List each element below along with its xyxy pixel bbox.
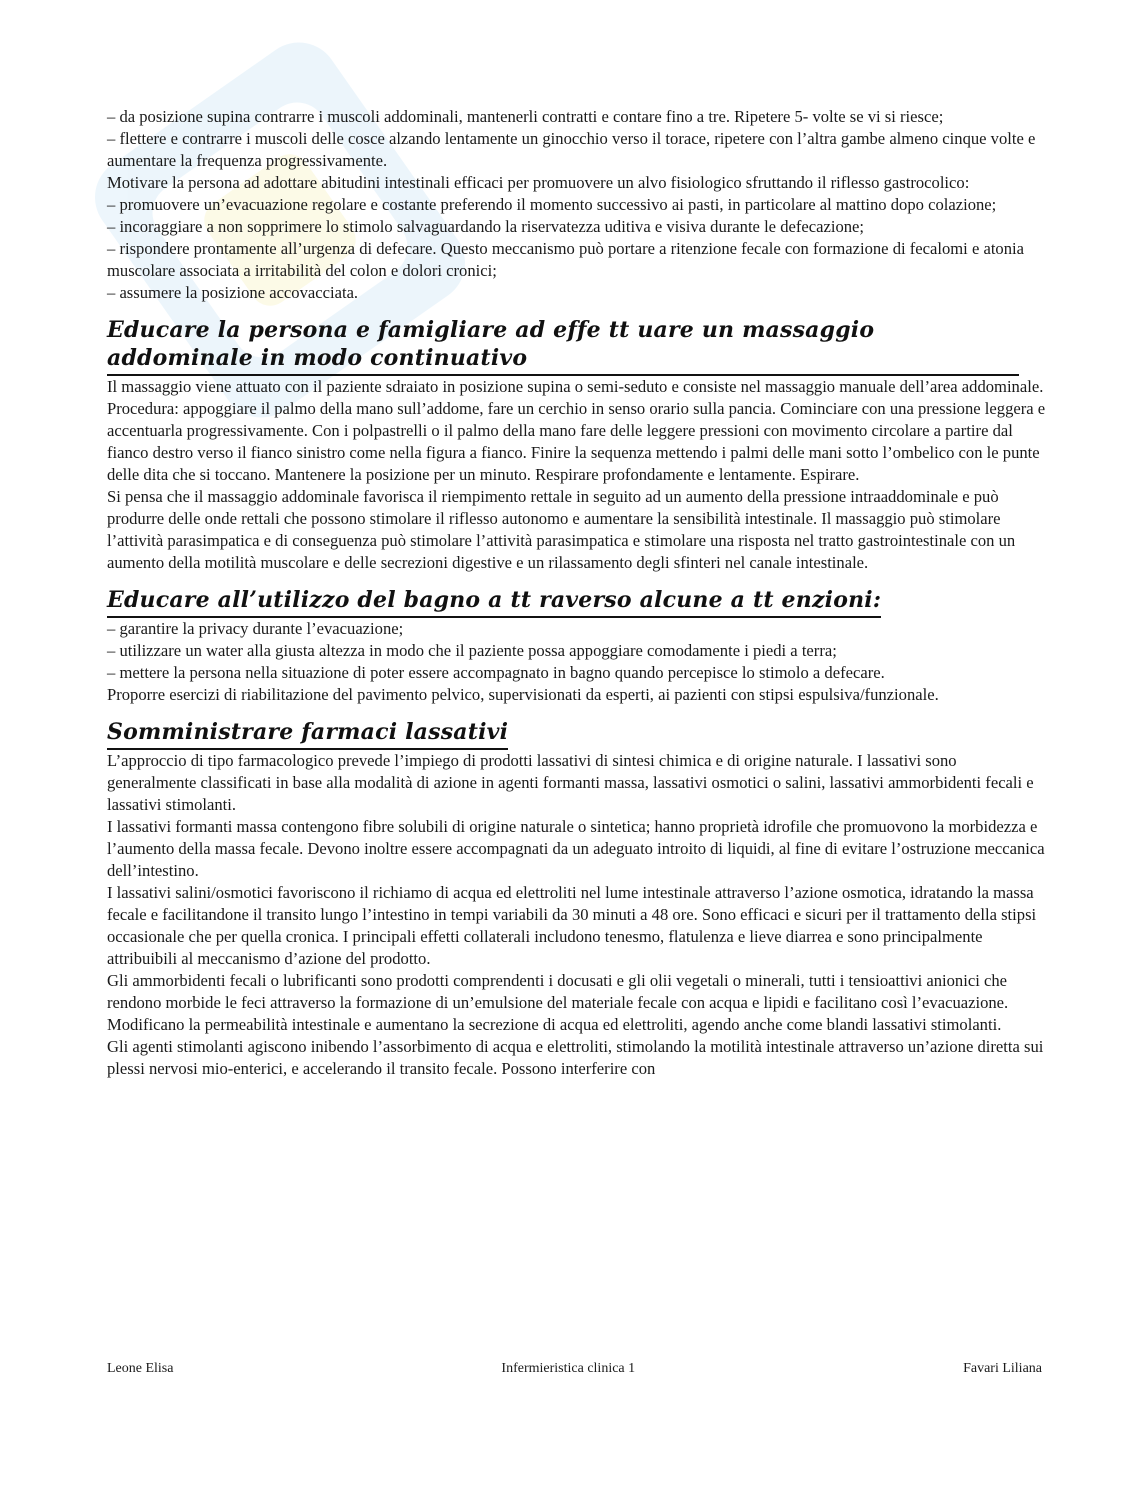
section-laxatives: [107, 706, 1047, 1080]
paragraph: Procedura: appoggiare il palmo della mano sull’addome, fare un cerchio in senso orario sulla pancia. Cominciare con una pressione leggera e accentuarla progressivamente. Con i polpastrelli o il palmo della mano fare delle leggere pressioni con movimento circolare a partire dal fianco destro verso il fianco sinistro come nella figura a fianco. Finire la sequenza mettendo i palmi delle mani sotto l’ombelico con le punte delle dita che si toccano. Mantenere la posizione per un minuto. Respirare profondamente e lentamente. Espirare.: [107, 399, 1046, 484]
intro-line: – flettere e contrarre i muscoli delle cosce alzando lentamente un ginocchio verso il torace, ripetere con l’altra gambe almeno cinque volte e aumentare la frequenza progressivamente.: [107, 129, 1036, 170]
intro-line: Motivare la persona ad adottare abitudini intestinali efficaci per promuovere un alvo fisiologico sfruttando il riflesso gastrocolico:: [107, 173, 970, 192]
section-heading: Educare la persona e famigliare ad effe tt uare un massaggio addominale in modo continuativo: [107, 316, 1019, 376]
intro-line: – rispondere prontamente all’urgenza di defecare. Questo meccanismo può portare a ritenzione fecale con formazione di fecalomi e atonia muscolare associata a irritabilità del colon e dolori cronici;: [107, 239, 1024, 280]
paragraph: Si pensa che il massaggio addominale favorisca il riempimento rettale in seguito ad un aumento della pressione intraaddominale e può produrre delle onde rettali che possono stimolare il riflesso autonomo e aumentare la sensibilità intestinale. Il massaggio può stimolare l’attività parasimpatica e di conseguenza può stimolare l’attività parasimpatica e stimolare una risposta nel tratto gastrointestinale con un aumento della motilità muscolare e delle secrezioni digestive e un rilassamento degli sfinteri nel canale intestinale.: [107, 487, 1016, 572]
section-heading: Somministrare farmaci lassativi: [107, 718, 508, 750]
intro-line: – promuovere un’evacuazione regolare e costante preferendo il momento successivo ai pasti, in particolare al mattino dopo colazione;: [107, 195, 997, 214]
section-heading: Educare all’utilizzo del bagno a tt raverso alcune a tt enzioni:: [107, 586, 881, 618]
paragraph: Gli agenti stimolanti agiscono inibendo l’assorbimento di acqua e elettroliti, stimolando la motilità intestinale attraverso un’azione diretta sui plessi nervosi mio-enterici, e accelerando il transito fecale. Possono interferire con: [107, 1037, 1044, 1078]
paragraph: L’approccio di tipo farmacologico prevede l’impiego di prodotti lassativi di sintesi chimica e di origine naturale. I lassativi sono generalmente classificati in base alla modalità di azione in agenti formanti massa, lassativi osmotici o salini, lassativi ammorbidenti fecali e lassativi stimolanti.: [107, 751, 1034, 814]
footer-author: Leone Elisa: [107, 1361, 174, 1376]
paragraph: I lassativi formanti massa contengono fibre solubili di origine naturale o sintetica; hanno proprietà idrofile che promuovono la morbidezza e l’aumento della massa fecale. Devono inoltre essere accompagnati da un adeguato introito di liquidi, al fine di evitare l’ostruzione meccanica dell’intestino.: [107, 817, 1045, 880]
paragraph: – utilizzare un water alla giusta altezza in modo che il paziente possa appoggiare comodamente i piedi a terra;: [107, 641, 837, 660]
footer-course: Infermieristica clinica 1: [501, 1361, 636, 1376]
section-bathroom: [107, 574, 1047, 706]
intro-line: – da posizione supina contrarre i muscoli addominali, mantenerli contratti e contare fino a tre. Ripetere 5- volte se vi si riesce;: [107, 107, 944, 126]
paragraph: – mettere la persona nella situazione di poter essere accompagnato in bagno quando percepisce lo stimolo a defecare.: [107, 663, 885, 682]
intro-block: [107, 106, 1047, 304]
intro-line: – assumere la posizione accovacciata.: [107, 283, 359, 302]
section-massage: [107, 304, 1047, 574]
paragraph: Il massaggio viene attuato con il paziente sdraiato in posizione supina o semi-seduto e consiste nel massaggio manuale dell’area addominale.: [107, 377, 1044, 396]
paragraph: Proporre esercizi di riabilitazione del pavimento pelvico, supervisionati da esperti, ai pazienti con stipsi espulsiva/funzionale.: [107, 685, 939, 704]
paragraph: I lassativi salini/osmotici favoriscono il richiamo di acqua ed elettroliti nel lume intestinale attraverso l’azione osmotica, idratando la massa fecale e facilitandone il transito lungo l’intestino in tempi variabili da 30 minuti a 48 ore. Sono efficaci e sicuri per il trattamento della stipsi occasionale che per quella cronica. I principali effetti collaterali includono tenesmo, flatulenza e lieve diarrea e sono principalmente attribuibili al meccanismo d’azione del prodotto.: [107, 883, 1037, 968]
paragraph: – garantire la privacy durante l’evacuazione;: [107, 619, 404, 638]
intro-line: – incoraggiare a non sopprimere lo stimolo salvaguardando la riservatezza uditiva e visiva durante le defecazione;: [107, 217, 865, 236]
page-footer: [107, 1361, 1042, 1377]
document-body: [107, 106, 1047, 1080]
paragraph: Gli ammorbidenti fecali o lubrificanti sono prodotti comprendenti i docusati e gli olii vegetali o minerali, tutti i tensioattivi anionici che rendono morbide le feci attraverso la formazione di un’emulsione del materiale fecale con acqua e lipidi e facilitano così l’evacuazione. Modificano la permeabilità intestinale e aumentano la secrezione di acqua ed elettroliti, agendo anche come blandi lassativi stimolanti.: [107, 971, 1009, 1034]
footer-teacher: Favari Liliana: [963, 1361, 1042, 1376]
